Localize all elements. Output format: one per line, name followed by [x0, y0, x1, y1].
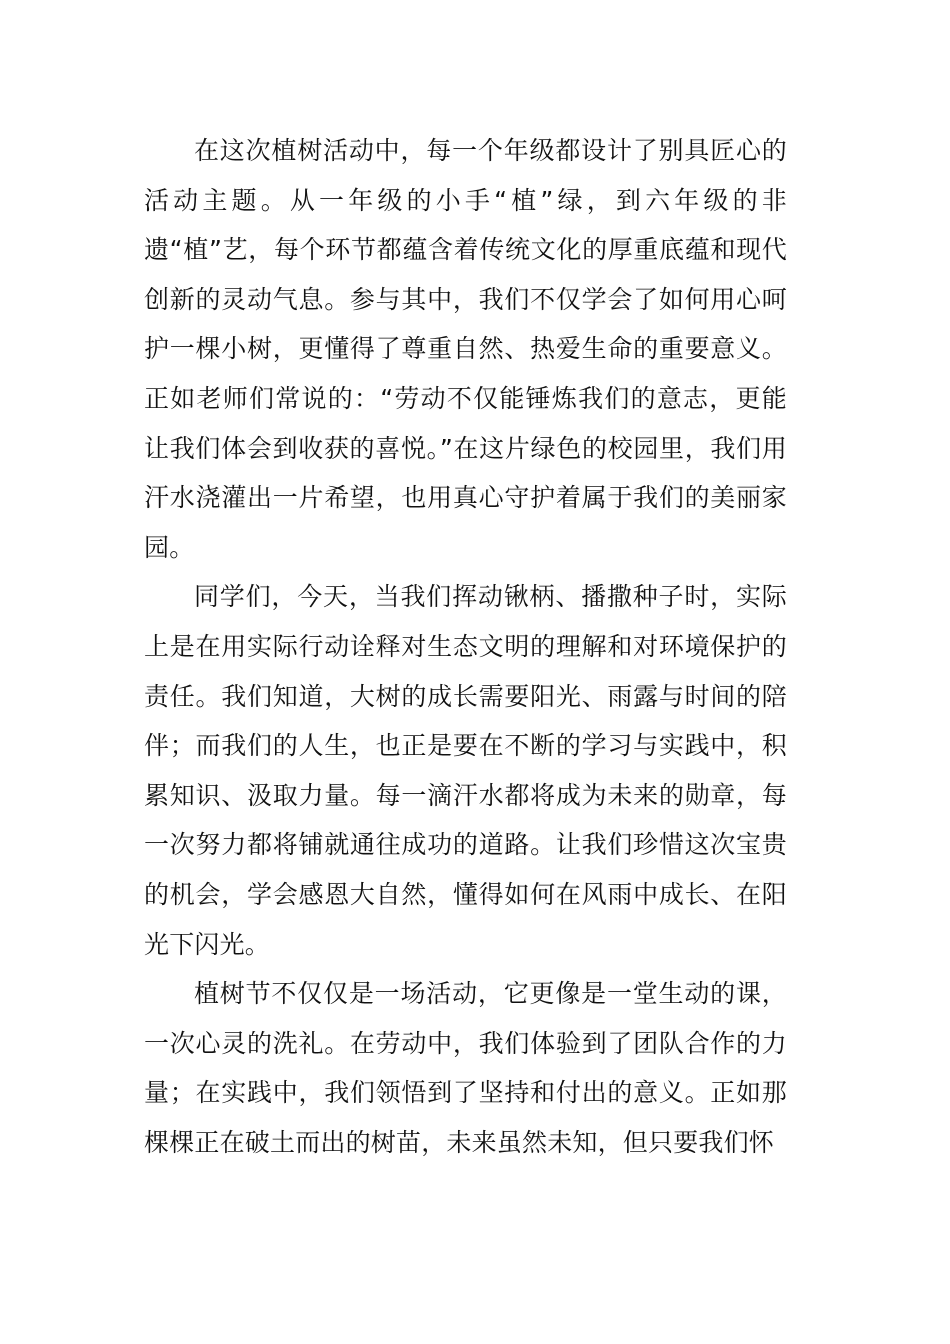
paragraph: 植树节不仅仅是一场活动，它更像是一堂生动的课，一次心灵的洗礼。在劳动中，我们体验到了团队合作的力量；在实践中，我们领悟到了坚持和付出的意义。正如那棵棵正在破土而出的树苗，未来虽然未知，但只要我们怀 — [144, 979, 787, 1157]
paragraph: 在这次植树活动中，每一个年级都设计了别具匠心的活动主题。从一年级的小手“植”绿，到六年级的非遗“植”艺，每个环节都蕴含着传统文化的厚重底蕴和现代创新的灵动气息。参与其中，我们不仅学会了如何用心呵护一棵小树，更懂得了尊重自然、热爱生命的重要意义。正如老师们常说的：“劳动不仅能锤炼我们的意志，更能让我们体会到收获的喜悦。”在这片绿色的校园里，我们用汗水浇灌出一片希望，也用真心守护着属于我们的美丽家园。 — [144, 136, 787, 562]
paragraph: 同学们，今天，当我们挥动锹柄、播撒种子时，实际上是在用实际行动诠释对生态文明的理解和对环境保护的责任。我们知道，大树的成长需要阳光、雨露与时间的陪伴；而我们的人生，也正是要在不断的学习与实践中，积累知识、汲取力量。每一滴汗水都将成为未来的勋章，每一次努力都将铺就通往成功的道路。让我们珍惜这次宝贵的机会，学会感恩大自然，懂得如何在风雨中成长、在阳光下闪光。 — [144, 582, 787, 959]
document-body — [144, 126, 787, 1167]
